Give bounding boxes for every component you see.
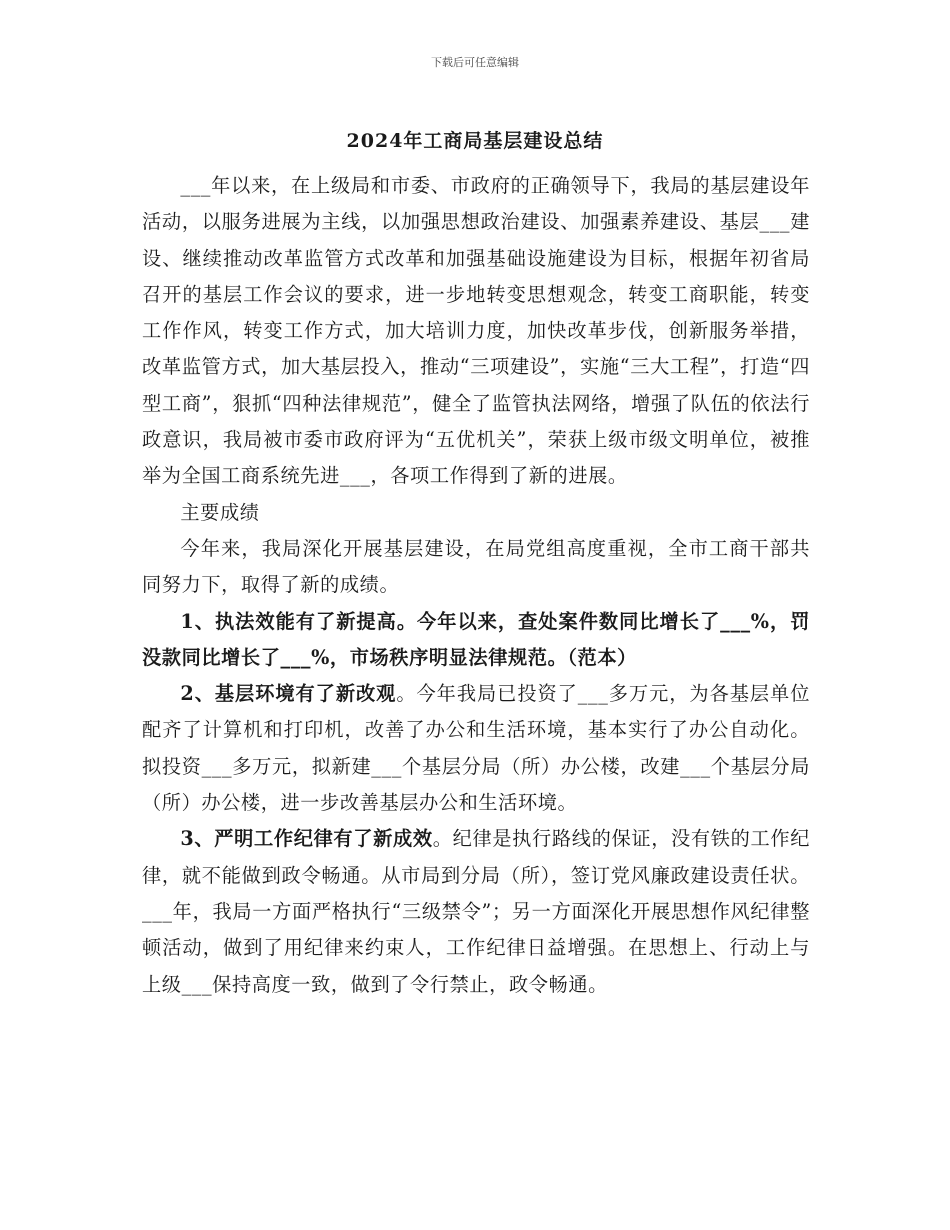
item-2-text: 。今年我局已投资了___多万元，为各基层单位配齐了计算机和打印机，改善了办公和生活环境，基本实行了办公自动化。拟投资___多万元，拟新建___个基层分局（所）办公楼，改建___个基层分局（所）办公楼，进一步改善基层办公和生活环境。 — [142, 682, 811, 815]
paragraph-intro: ___年以来，在上级局和市委、市政府的正确领导下，我局的基层建设年活动，以服务进展为主线，以加强思想政治建设、加强素养建设、基层___建设、继续推动改革监管方式改革和加强基础设施建设为目标，根据年初省局召开的基层工作会议的要求，进一步地转变思想观念，转变工商职能，转变工作作风，转变工作方式，加大培训力度，加快改革步伐，创新服务举措，改革监管方式，加大基层投入，推动“三项建设”，实施“三大工程”，打造“四型工商”，狠抓“四种法律规范”，健全了监管执法网络，增强了队伍的依法行政意识，我局被市委市政府评为“五优机关”，荣获上级市级文明单位，被推举为全国工商系统先进___，各项工作得到了新的进展。 — [142, 174, 810, 488]
paragraph-item-3 — [142, 821, 810, 1002]
item-3-text: 。纪律是执行路线的保证，没有铁的工作纪律，就不能做到政令畅通。从市局到分局（所），签订党风廉政建设责任状。___年，我局一方面严格执行“三级禁令”；另一方面深化开展思想作风纪律整顿活动，做到了用纪律来约束人，工作纪律日益增强。在思想上、行动上与上级___保持高度一致，做到了令行禁止，政令畅通。 — [142, 827, 810, 996]
header-note: 下载后可任意编辑 — [431, 56, 519, 69]
paragraph-item-1: 1、执法效能有了新提高。今年以来，查处案件数同比增长了___%，罚没款同比增长了___%，市场秩序明显法律规范。（范本） — [142, 609, 810, 669]
document-body — [142, 168, 810, 1003]
item-3-heading: 3、严明工作纪律有了新成效 — [180, 827, 433, 851]
paragraph-item-2 — [142, 676, 810, 821]
section-heading-main-achievements: 主要成绩 — [180, 500, 260, 524]
item-2-heading: 2、基层环境有了新改观 — [180, 682, 397, 706]
page-title: 2024年工商局基层建设总结 — [346, 130, 604, 152]
paragraph-achievements-intro: 今年来，我局深化开展基层建设，在局党组高度重视，全市工商干部共同努力下，取得了新的成绩。 — [142, 536, 810, 597]
